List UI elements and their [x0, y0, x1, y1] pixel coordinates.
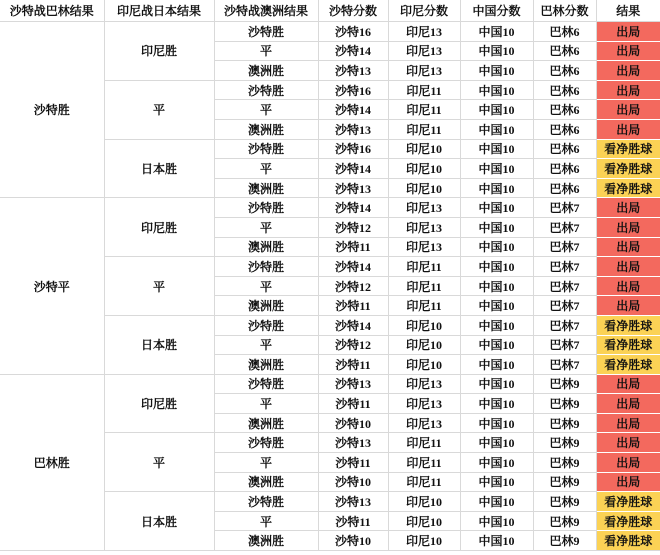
cell-saudi-australia-result: 平	[214, 511, 318, 531]
cell-china-points: 中国10	[460, 276, 533, 296]
cell-china-points: 中国10	[460, 139, 533, 159]
cell-result: 出局	[596, 22, 660, 42]
cell-saudi-australia-result: 平	[214, 453, 318, 473]
cell-saudi-australia-result: 沙特胜	[214, 433, 318, 453]
cell-saudi-australia-result: 平	[214, 394, 318, 414]
cell-china-points: 中国10	[460, 198, 533, 218]
cell-result: 看净胜球	[596, 492, 660, 512]
cell-indonesia-japan-result: 印尼胜	[104, 374, 214, 433]
cell-saudi-points: 沙特14	[318, 198, 388, 218]
header-indonesia-japan-result: 印尼战日本结果	[104, 0, 214, 22]
cell-result: 看净胜球	[596, 335, 660, 355]
cell-saudi-points: 沙特11	[318, 237, 388, 257]
cell-result: 出局	[596, 41, 660, 61]
cell-saudi-points: 沙特10	[318, 531, 388, 551]
cell-result: 出局	[596, 61, 660, 81]
cell-bahrain-points: 巴林6	[533, 178, 596, 198]
cell-indonesia-points: 印尼11	[388, 119, 460, 139]
cell-saudi-australia-result: 沙特胜	[214, 374, 318, 394]
cell-saudi-bahrain-result: 巴林胜	[0, 374, 104, 550]
cell-bahrain-points: 巴林6	[533, 100, 596, 120]
cell-indonesia-points: 印尼11	[388, 80, 460, 100]
cell-indonesia-points: 印尼10	[388, 178, 460, 198]
cell-china-points: 中国10	[460, 511, 533, 531]
cell-indonesia-points: 印尼13	[388, 22, 460, 42]
cell-saudi-australia-result: 平	[214, 159, 318, 179]
cell-saudi-points: 沙特16	[318, 22, 388, 42]
cell-indonesia-points: 印尼10	[388, 531, 460, 551]
cell-indonesia-points: 印尼13	[388, 413, 460, 433]
cell-result: 出局	[596, 413, 660, 433]
cell-saudi-points: 沙特13	[318, 433, 388, 453]
header-saudi-bahrain-result: 沙特战巴林结果	[0, 0, 104, 22]
cell-china-points: 中国10	[460, 315, 533, 335]
cell-indonesia-points: 印尼10	[388, 315, 460, 335]
cell-bahrain-points: 巴林9	[533, 413, 596, 433]
cell-china-points: 中国10	[460, 296, 533, 316]
cell-china-points: 中国10	[460, 335, 533, 355]
cell-result: 看净胜球	[596, 315, 660, 335]
cell-saudi-points: 沙特13	[318, 119, 388, 139]
cell-bahrain-points: 巴林7	[533, 217, 596, 237]
cell-saudi-points: 沙特13	[318, 374, 388, 394]
cell-china-points: 中国10	[460, 178, 533, 198]
cell-saudi-australia-result: 澳洲胜	[214, 237, 318, 257]
cell-indonesia-points: 印尼10	[388, 139, 460, 159]
cell-indonesia-japan-result: 日本胜	[104, 492, 214, 551]
cell-china-points: 中国10	[460, 374, 533, 394]
cell-indonesia-points: 印尼11	[388, 433, 460, 453]
cell-saudi-australia-result: 沙特胜	[214, 139, 318, 159]
cell-saudi-australia-result: 澳洲胜	[214, 355, 318, 375]
cell-indonesia-points: 印尼13	[388, 394, 460, 414]
cell-china-points: 中国10	[460, 453, 533, 473]
cell-indonesia-points: 印尼10	[388, 159, 460, 179]
cell-saudi-australia-result: 沙特胜	[214, 198, 318, 218]
cell-bahrain-points: 巴林7	[533, 355, 596, 375]
cell-bahrain-points: 巴林9	[533, 472, 596, 492]
table-row	[0, 22, 660, 42]
cell-china-points: 中国10	[460, 100, 533, 120]
cell-china-points: 中国10	[460, 355, 533, 375]
header-saudi-australia-result: 沙特战澳洲结果	[214, 0, 318, 22]
header-row	[0, 0, 660, 22]
cell-indonesia-points: 印尼11	[388, 296, 460, 316]
cell-saudi-australia-result: 澳洲胜	[214, 531, 318, 551]
cell-bahrain-points: 巴林7	[533, 315, 596, 335]
cell-result: 看净胜球	[596, 178, 660, 198]
cell-bahrain-points: 巴林9	[533, 374, 596, 394]
cell-bahrain-points: 巴林9	[533, 433, 596, 453]
cell-result: 出局	[596, 433, 660, 453]
cell-result: 看净胜球	[596, 139, 660, 159]
cell-china-points: 中国10	[460, 80, 533, 100]
cell-bahrain-points: 巴林9	[533, 492, 596, 512]
cell-saudi-bahrain-result: 沙特胜	[0, 22, 104, 198]
cell-saudi-points: 沙特14	[318, 100, 388, 120]
cell-china-points: 中国10	[460, 394, 533, 414]
cell-indonesia-points: 印尼10	[388, 335, 460, 355]
cell-china-points: 中国10	[460, 22, 533, 42]
cell-bahrain-points: 巴林6	[533, 41, 596, 61]
cell-saudi-points: 沙特12	[318, 217, 388, 237]
cell-result: 出局	[596, 80, 660, 100]
cell-saudi-australia-result: 平	[214, 100, 318, 120]
cell-bahrain-points: 巴林7	[533, 335, 596, 355]
cell-result: 出局	[596, 119, 660, 139]
cell-indonesia-points: 印尼11	[388, 257, 460, 277]
cell-result: 看净胜球	[596, 531, 660, 551]
cell-saudi-points: 沙特16	[318, 80, 388, 100]
cell-saudi-points: 沙特11	[318, 296, 388, 316]
cell-result: 出局	[596, 257, 660, 277]
cell-saudi-australia-result: 平	[214, 276, 318, 296]
cell-indonesia-japan-result: 平	[104, 433, 214, 492]
cell-result: 出局	[596, 472, 660, 492]
cell-bahrain-points: 巴林7	[533, 296, 596, 316]
cell-indonesia-japan-result: 印尼胜	[104, 198, 214, 257]
cell-saudi-australia-result: 平	[214, 217, 318, 237]
cell-result: 看净胜球	[596, 159, 660, 179]
cell-result: 出局	[596, 237, 660, 257]
cell-china-points: 中国10	[460, 159, 533, 179]
cell-saudi-australia-result: 沙特胜	[214, 80, 318, 100]
header-china-points: 中国分数	[460, 0, 533, 22]
cell-china-points: 中国10	[460, 61, 533, 81]
cell-saudi-points: 沙特16	[318, 139, 388, 159]
cell-result: 出局	[596, 198, 660, 218]
cell-saudi-points: 沙特14	[318, 41, 388, 61]
cell-result: 出局	[596, 453, 660, 473]
cell-result: 出局	[596, 296, 660, 316]
cell-bahrain-points: 巴林9	[533, 511, 596, 531]
header-bahrain-points: 巴林分数	[533, 0, 596, 22]
cell-bahrain-points: 巴林7	[533, 257, 596, 277]
cell-saudi-points: 沙特13	[318, 492, 388, 512]
cell-indonesia-japan-result: 日本胜	[104, 139, 214, 198]
cell-indonesia-points: 印尼11	[388, 276, 460, 296]
cell-china-points: 中国10	[460, 413, 533, 433]
cell-result: 出局	[596, 276, 660, 296]
cell-saudi-australia-result: 澳洲胜	[214, 296, 318, 316]
cell-saudi-australia-result: 澳洲胜	[214, 178, 318, 198]
cell-saudi-points: 沙特10	[318, 472, 388, 492]
cell-indonesia-points: 印尼13	[388, 41, 460, 61]
cell-saudi-points: 沙特11	[318, 355, 388, 375]
cell-bahrain-points: 巴林7	[533, 276, 596, 296]
cell-china-points: 中国10	[460, 41, 533, 61]
header-indonesia-points: 印尼分数	[388, 0, 460, 22]
cell-bahrain-points: 巴林9	[533, 531, 596, 551]
cell-saudi-australia-result: 沙特胜	[214, 257, 318, 277]
cell-bahrain-points: 巴林7	[533, 198, 596, 218]
cell-indonesia-japan-result: 平	[104, 80, 214, 139]
cell-indonesia-points: 印尼13	[388, 374, 460, 394]
cell-china-points: 中国10	[460, 237, 533, 257]
cell-saudi-australia-result: 平	[214, 335, 318, 355]
cell-saudi-points: 沙特12	[318, 335, 388, 355]
cell-result: 出局	[596, 374, 660, 394]
cell-saudi-points: 沙特11	[318, 453, 388, 473]
cell-bahrain-points: 巴林9	[533, 394, 596, 414]
cell-bahrain-points: 巴林6	[533, 22, 596, 42]
cell-bahrain-points: 巴林6	[533, 61, 596, 81]
cell-result: 出局	[596, 100, 660, 120]
cell-bahrain-points: 巴林6	[533, 80, 596, 100]
cell-indonesia-points: 印尼13	[388, 217, 460, 237]
cell-indonesia-points: 印尼10	[388, 355, 460, 375]
cell-china-points: 中国10	[460, 257, 533, 277]
cell-china-points: 中国10	[460, 433, 533, 453]
cell-saudi-australia-result: 澳洲胜	[214, 472, 318, 492]
cell-result: 出局	[596, 217, 660, 237]
cell-indonesia-points: 印尼13	[388, 198, 460, 218]
cell-saudi-points: 沙特14	[318, 315, 388, 335]
cell-indonesia-japan-result: 印尼胜	[104, 22, 214, 81]
cell-saudi-australia-result: 澳洲胜	[214, 119, 318, 139]
cell-bahrain-points: 巴林6	[533, 119, 596, 139]
cell-indonesia-points: 印尼13	[388, 237, 460, 257]
cell-result: 看净胜球	[596, 511, 660, 531]
cell-indonesia-points: 印尼11	[388, 472, 460, 492]
cell-bahrain-points: 巴林6	[533, 159, 596, 179]
cell-saudi-australia-result: 沙特胜	[214, 492, 318, 512]
cell-saudi-points: 沙特11	[318, 394, 388, 414]
cell-saudi-points: 沙特11	[318, 511, 388, 531]
header-result: 结果	[596, 0, 660, 22]
cell-china-points: 中国10	[460, 492, 533, 512]
cell-saudi-australia-result: 澳洲胜	[214, 61, 318, 81]
cell-saudi-australia-result: 平	[214, 41, 318, 61]
cell-indonesia-points: 印尼11	[388, 100, 460, 120]
cell-saudi-points: 沙特14	[318, 159, 388, 179]
cell-indonesia-japan-result: 平	[104, 257, 214, 316]
cell-indonesia-japan-result: 日本胜	[104, 315, 214, 374]
cell-saudi-points: 沙特13	[318, 178, 388, 198]
cell-saudi-australia-result: 沙特胜	[214, 315, 318, 335]
table-row	[0, 198, 660, 218]
table-row	[0, 374, 660, 394]
cell-bahrain-points: 巴林7	[533, 237, 596, 257]
cell-result: 出局	[596, 394, 660, 414]
cell-china-points: 中国10	[460, 472, 533, 492]
cell-china-points: 中国10	[460, 119, 533, 139]
cell-saudi-australia-result: 沙特胜	[214, 22, 318, 42]
cell-saudi-points: 沙特14	[318, 257, 388, 277]
cell-indonesia-points: 印尼11	[388, 453, 460, 473]
header-saudi-points: 沙特分数	[318, 0, 388, 22]
cell-saudi-bahrain-result: 沙特平	[0, 198, 104, 374]
cell-saudi-points: 沙特12	[318, 276, 388, 296]
cell-bahrain-points: 巴林6	[533, 139, 596, 159]
cell-indonesia-points: 印尼13	[388, 61, 460, 81]
cell-saudi-points: 沙特10	[318, 413, 388, 433]
cell-saudi-australia-result: 澳洲胜	[214, 413, 318, 433]
cell-indonesia-points: 印尼10	[388, 511, 460, 531]
cell-bahrain-points: 巴林9	[533, 453, 596, 473]
cell-indonesia-points: 印尼10	[388, 492, 460, 512]
cell-result: 看净胜球	[596, 355, 660, 375]
cell-china-points: 中国10	[460, 217, 533, 237]
cell-china-points: 中国10	[460, 531, 533, 551]
cell-saudi-points: 沙特13	[318, 61, 388, 81]
